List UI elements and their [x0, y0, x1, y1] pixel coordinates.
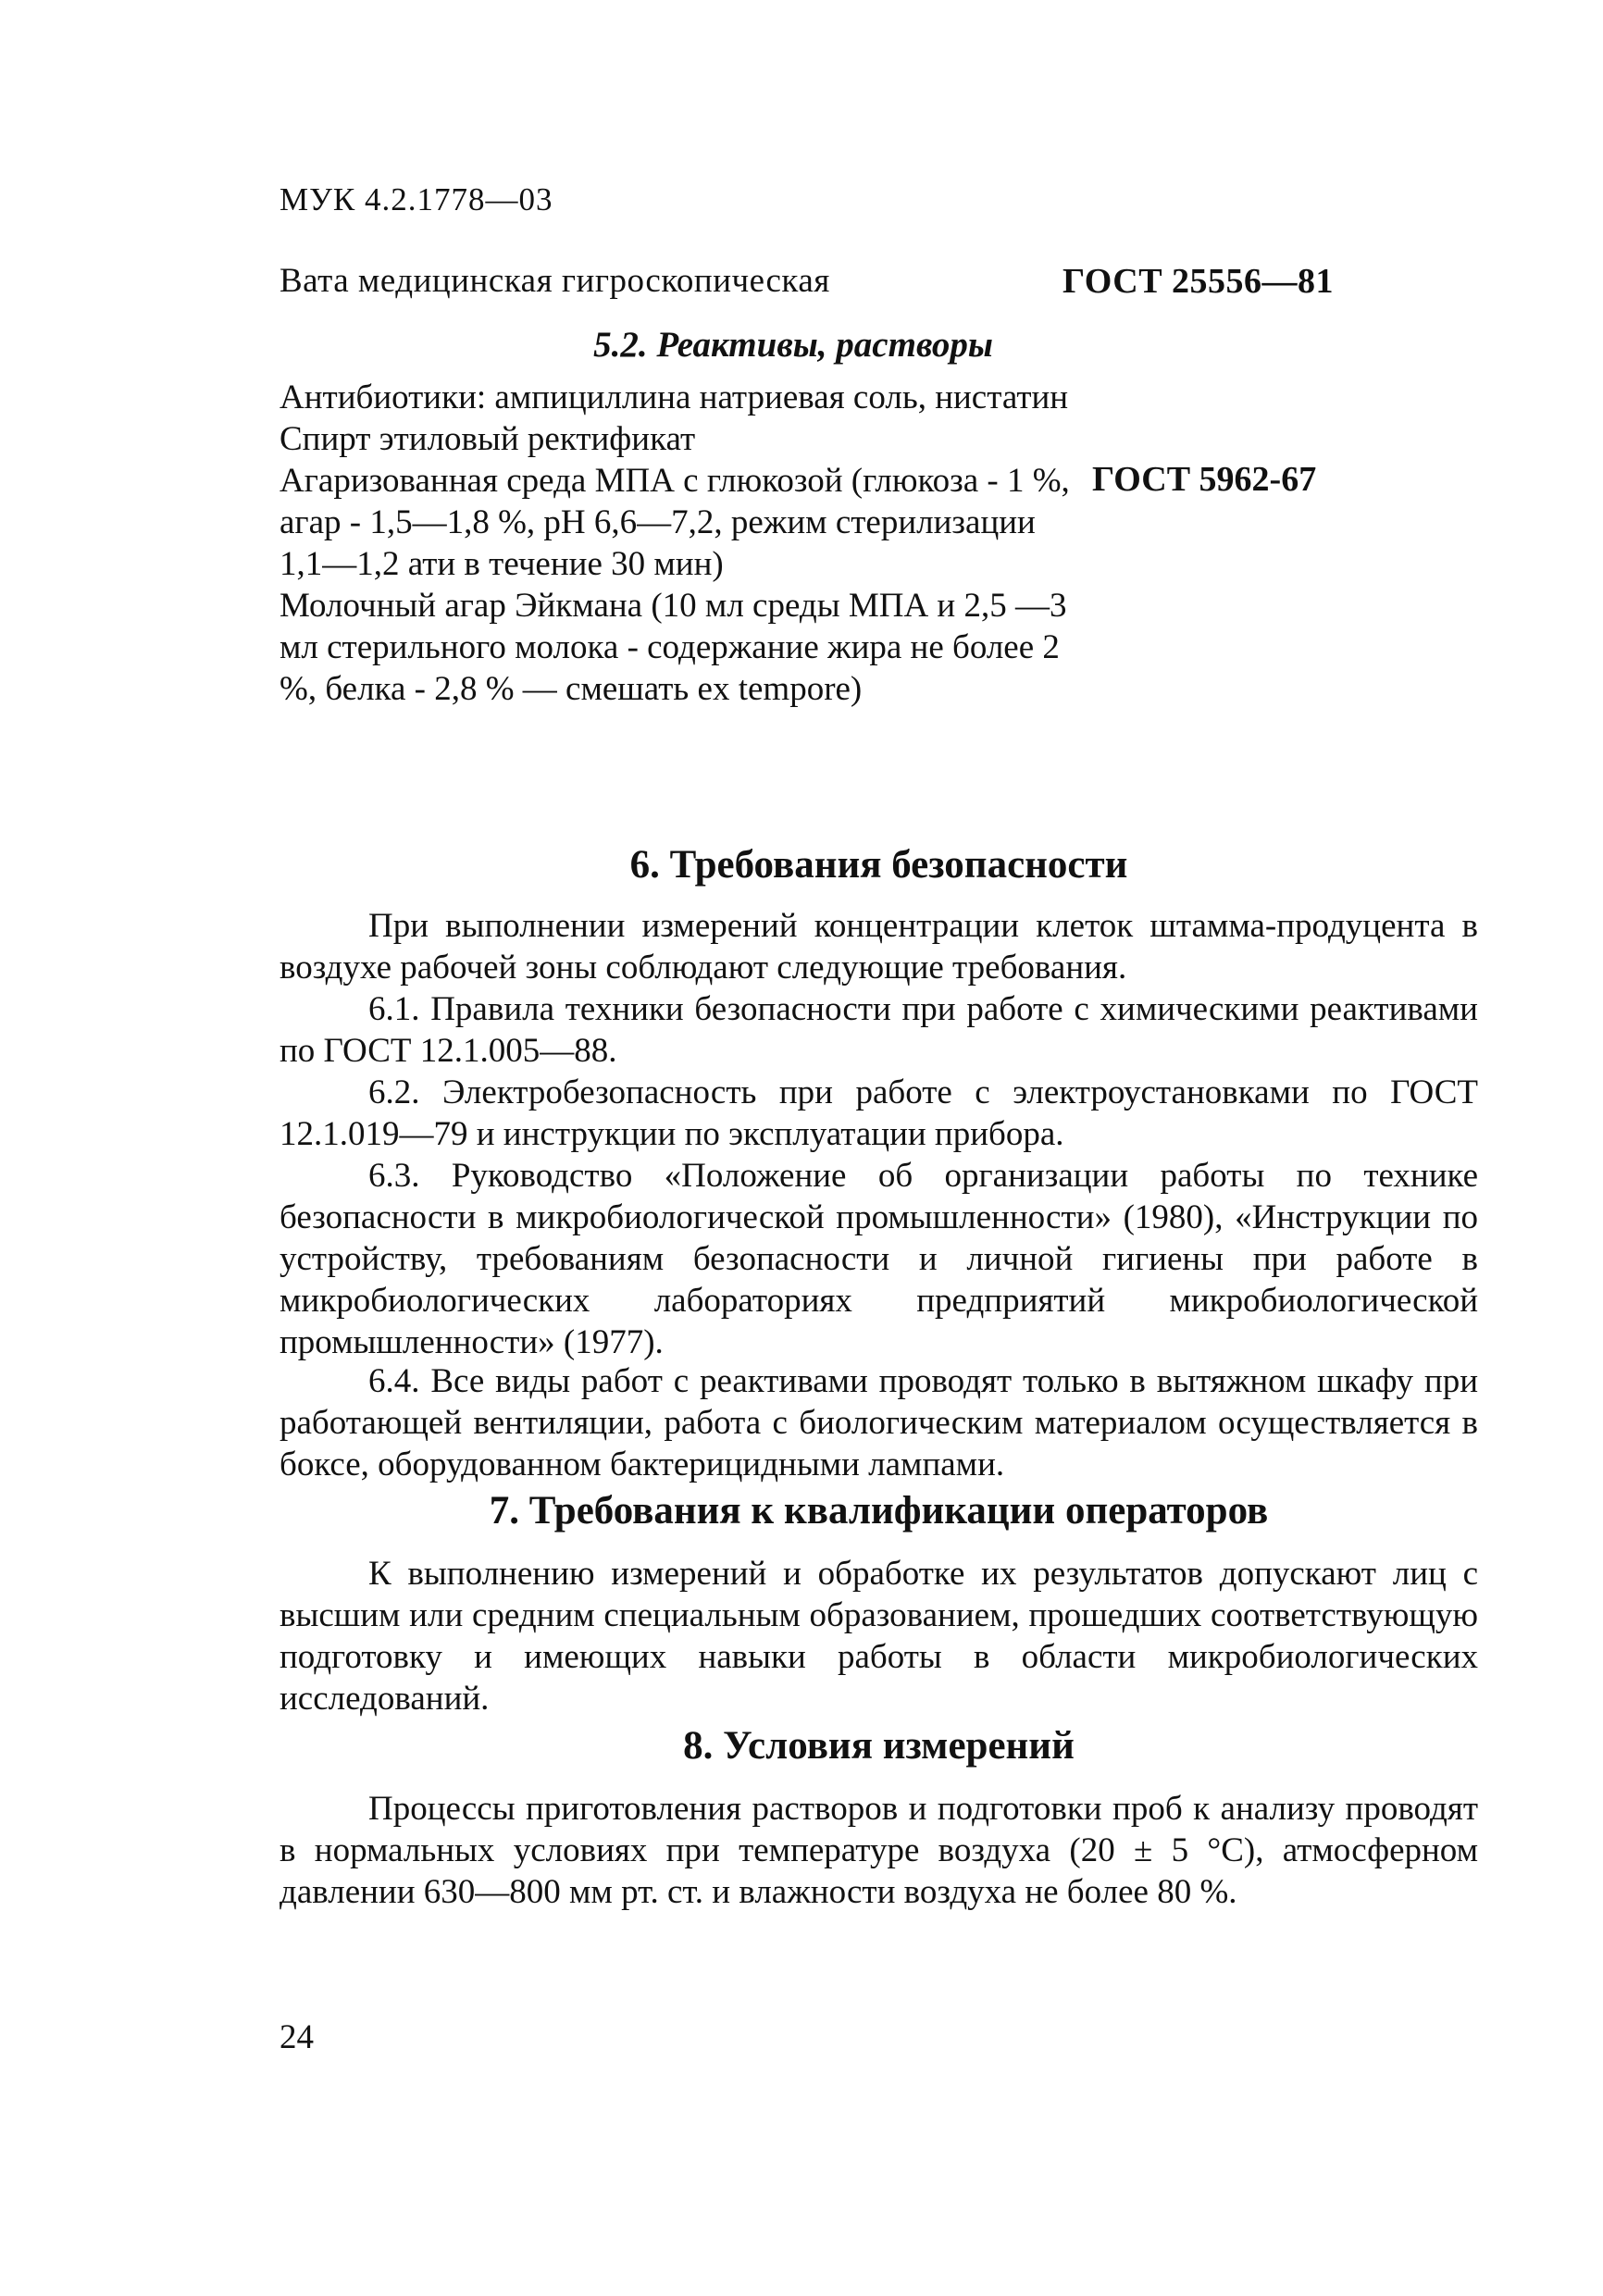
paragraph: При выполнении измерений концентрации клеток штамма-продуцента в воздухе рабочей зоны соблюдают следующие требования.: [280, 907, 1478, 987]
paragraph: 6.4. Все виды работ с реактивами проводят только в вытяжном шкафу при работающей вентиляции, работа с биологическим материалом осуществляется в боксе, оборудованном бактерицидными лампами.: [280, 1362, 1478, 1483]
section-title: 6. Требования безопасности: [629, 843, 1128, 887]
paragraph: 6.2. Электробезопасность при работе с электроустановками по ГОСТ 12.1.019—79 и инструкции по эксплуатации прибора.: [280, 1074, 1478, 1153]
document-code: МУК 4.2.1778—03: [280, 181, 553, 217]
paragraph: К выполнению измерений и обработке их результатов допускают лиц с высшим или средним специальным образованием, прошедших соответствующую подготовку и имеющих навыки работы в области микробиологических исследований.: [280, 1555, 1478, 1718]
reagent-item: Антибиотики: ампициллина натриевая соль, нистатин: [280, 379, 1069, 416]
material-name: Вата медицинская гигроскопическая: [280, 262, 830, 300]
page-number: 24: [280, 2018, 314, 2056]
paragraph: Процессы приготовления растворов и подготовки проб к анализу проводят в нормальных условиях при температуре воздуха (20 ± 5 °С), атмосферном давлении 630—800 мм рт. ст. и влажности воздуха не более 80 %.: [280, 1790, 1478, 1911]
material-gost: ГОСТ 25556—81: [1062, 262, 1335, 301]
reagent-list: [280, 377, 1075, 710]
section-title: 7. Требования к квалификации операторов: [489, 1489, 1269, 1533]
spirit-gost: ГОСТ 5962-67: [1092, 460, 1317, 499]
paragraph: 6.1. Правила техники безопасности при работе с химическими реактивами по ГОСТ 12.1.005—88.: [280, 990, 1478, 1070]
materials-row: [280, 261, 1335, 301]
reagent-item: Агаризованная среда МПА с глюкозой (глюкоза - 1 %, агар - 1,5—1,8 %, рН 6,6—7,2, режим стерилизации 1,1—1,2 ати в течение 30 мин): [280, 462, 1070, 583]
reagent-item: Молочный агар Эйкмана (10 мл среды МПА и 2,5 —3 мл стерильного молока - содержание жира не более 2 %, белка - 2,8 % — смешать ex tempore): [280, 587, 1067, 708]
subsection-title: 5.2. Реактивы, растворы: [593, 325, 993, 365]
section-title: 8. Условия измерений: [683, 1724, 1075, 1768]
paragraph: 6.3. Руководство «Положение об организации работы по технике безопасности в микробиологической промышленности» (1980), «Инструкции по устройству, требованиям безопасности и личной гигиены при работе в микробиологических лабораториях предприятий микробиологической промышленности» (1977).: [280, 1157, 1478, 1361]
reagent-item: Спирт этиловый ректификат: [280, 420, 696, 458]
